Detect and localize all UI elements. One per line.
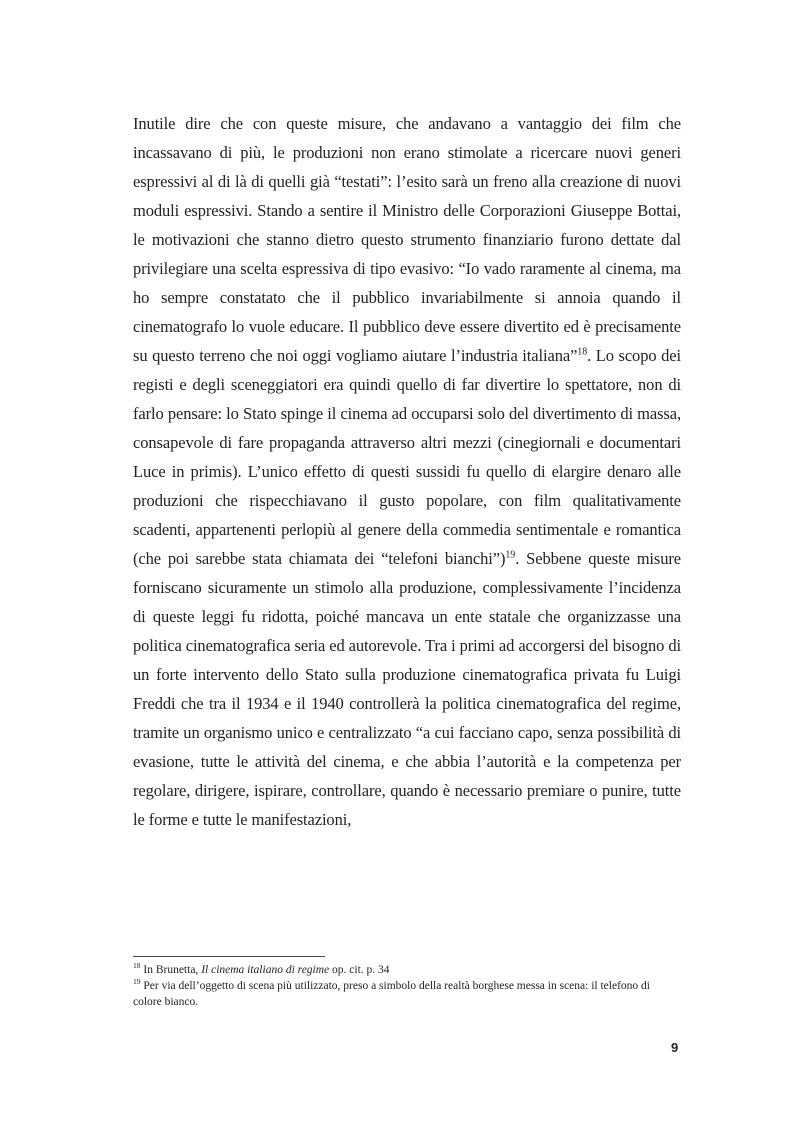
- footnote-prefix: In Brunetta,: [140, 964, 202, 976]
- body-text-part-2: . Lo scopo dei registi e degli sceneggiatori era quindi quello di far divertire lo spettatore, non di farlo pensare: lo Stato spinge il cinema ad occuparsi solo del divertimento di massa, consapevole di fare propaganda attraverso altri mezzi (cinegiornali e documentari Luce in primis). L’unico effetto di questi sussidi fu quello di elargire denaro alle produzioni che rispecchiavano il gusto popolare, con film qualitativamente scadenti, appartenenti perlopiù al genere della commedia sentimentale e romantica (che poi sarebbe stata chiamata dei “telefoni bianchi”): [133, 346, 681, 568]
- footnote-ref-19[interactable]: 19: [505, 549, 516, 561]
- body-text-part-1: Inutile dire che con queste misure, che andavano a vantaggio dei film che incassavano di più, le produzioni non erano stimolate a ricercare nuovi generi espressivi al di là di quelli già “testati”: l’esito sarà un freno alla creazione di nuovi moduli espressivi. Stando a sentire il Ministro delle Corporazioni Giuseppe Bottai, le motivazioni che stanno dietro questo strumento finanziario furono dettate dal privilegiare una scelta espressiva di tipo evasivo: “Io vado raramente al cinema, ma ho sempre constatato che il pubblico invariabilmente si annoia quando il cinematografo lo vuole educare. Il pubblico deve essere divertito ed è precisamente su questo terreno che noi oggi vogliamo aiutare l’industria italiana”: [133, 114, 681, 365]
- body-paragraph: [133, 109, 681, 834]
- page-number: 9: [671, 1040, 679, 1055]
- footnote-19: [133, 978, 681, 1010]
- footnotes: [133, 962, 681, 1010]
- footnote-number: 19: [133, 977, 141, 987]
- footnote-text: Per via dell’oggetto di scena più utilizzato, preso a simbolo della realtà borghese messa in scena: il telefono di colore bianco.: [133, 980, 650, 1008]
- footnote-number: 18: [133, 961, 141, 971]
- footnote-suffix: op. cit. p. 34: [329, 964, 390, 976]
- footnote-book-title: Il cinema italiano di regime: [201, 964, 330, 976]
- footnote-18: [133, 962, 681, 978]
- footnote-ref-18[interactable]: 18: [577, 346, 588, 358]
- footnote-separator: [133, 956, 325, 957]
- body-text-part-3: . Sebbene queste misure forniscano sicuramente un stimolo alla produzione, complessivamente l’incidenza di queste leggi fu ridotta, poiché mancava un ente statale che organizzasse una politica cinematografica seria ed autorevole. Tra i primi ad accorgersi del bisogno di un forte intervento dello Stato sulla produzione cinematografica privata fu Luigi Freddi che tra il 1934 e il 1940 controllerà la politica cinematografica del regime, tramite un organismo unico e centralizzato “a cui facciano capo, senza possibilità di evasione, tutte le attività del cinema, e che abbia l’autorità e la competenza per regolare, dirigere, ispirare, controllare, quando è necessario premiare o punire, tutte le forme e tutte le manifestazioni,: [133, 549, 681, 829]
